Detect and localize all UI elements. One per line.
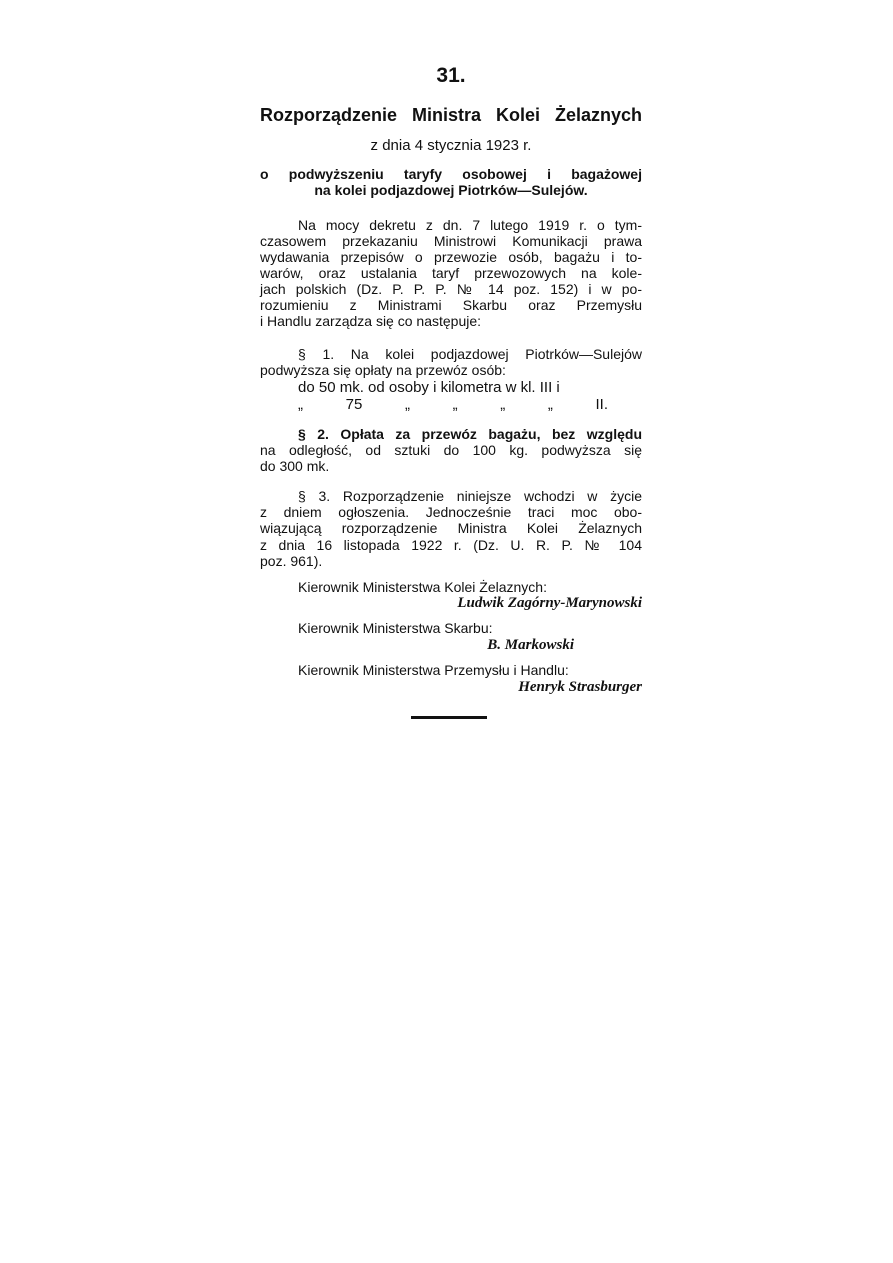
act-number: 31. <box>436 64 466 87</box>
paragraph-2-line: § 2. Opłata za przewóz bagażu, bez względu <box>298 426 642 442</box>
preamble-line: wydawania przepisów o przewozie osób, bagażu i to- <box>260 249 642 265</box>
paragraph-3-line: wiązującą rozporządzenie Ministra Kolei Żelaznych <box>260 520 642 536</box>
paragraph-3-line: z dnia 16 listopada 1922 r. (Dz. U. R. P. № 104 <box>260 537 642 553</box>
paragraph-3-line: z dniem ogłoszenia. Jednocześnie traci moc obo- <box>260 504 642 520</box>
paragraph-3-line: poz. 961). <box>260 553 323 569</box>
act-title: Rozporządzenie Ministra Kolei Żelaznych <box>260 105 642 125</box>
closing-rule <box>411 716 487 719</box>
preamble-line: jach polskich (Dz. P. P. P. № 14 poz. 152) i w po- <box>260 281 642 297</box>
signature-name: Ludwik Zagórny-Marynowski <box>457 595 642 611</box>
signature-role: Kierownik Ministerstwa Skarbu: <box>298 620 493 636</box>
signature-name: Henryk Strasburger <box>518 679 642 695</box>
signature-role: Kierownik Ministerstwa Przemysłu i Handlu: <box>298 662 569 678</box>
subject-line: na kolei podjazdowej Piotrków—Sulejów. <box>314 182 588 198</box>
preamble-line: warów, oraz ustalania taryf przewozowych na kole- <box>260 265 642 281</box>
preamble-line: i Handlu zarządza się co następuje: <box>260 313 482 329</box>
paragraph-1-line: § 1. Na kolei podjazdowej Piotrków—Sulejów <box>298 346 642 362</box>
preamble-line: Na mocy dekretu z dn. 7 lutego 1919 r. o tym- <box>298 217 642 233</box>
tariff-line: do 50 mk. od osoby i kilometra w kl. III i <box>298 379 560 396</box>
paragraph-1-line: podwyższa się opłaty na przewóz osób: <box>260 362 506 378</box>
tariff-line: „ 75 „ „ „ „ II. <box>298 396 608 413</box>
paragraph-2-line: do 300 mk. <box>260 458 330 474</box>
subject-line: o podwyższeniu taryfy osobowej i bagażowej <box>260 166 642 182</box>
signature-role: Kierownik Ministerstwa Kolei Żelaznych: <box>298 579 547 595</box>
preamble-line: rozumieniu z Ministrami Skarbu oraz Przemysłu <box>260 297 642 313</box>
preamble-line: czasowem przekazaniu Ministrowi Komunikacji prawa <box>260 233 642 249</box>
paragraph-2-line: na odległość, od sztuki do 100 kg. podwyższa się <box>260 442 642 458</box>
paragraph-3-line: § 3. Rozporządzenie niniejsze wchodzi w życie <box>298 488 642 504</box>
signature-name: B. Markowski <box>487 637 574 653</box>
act-date: z dnia 4 stycznia 1923 r. <box>370 137 532 154</box>
